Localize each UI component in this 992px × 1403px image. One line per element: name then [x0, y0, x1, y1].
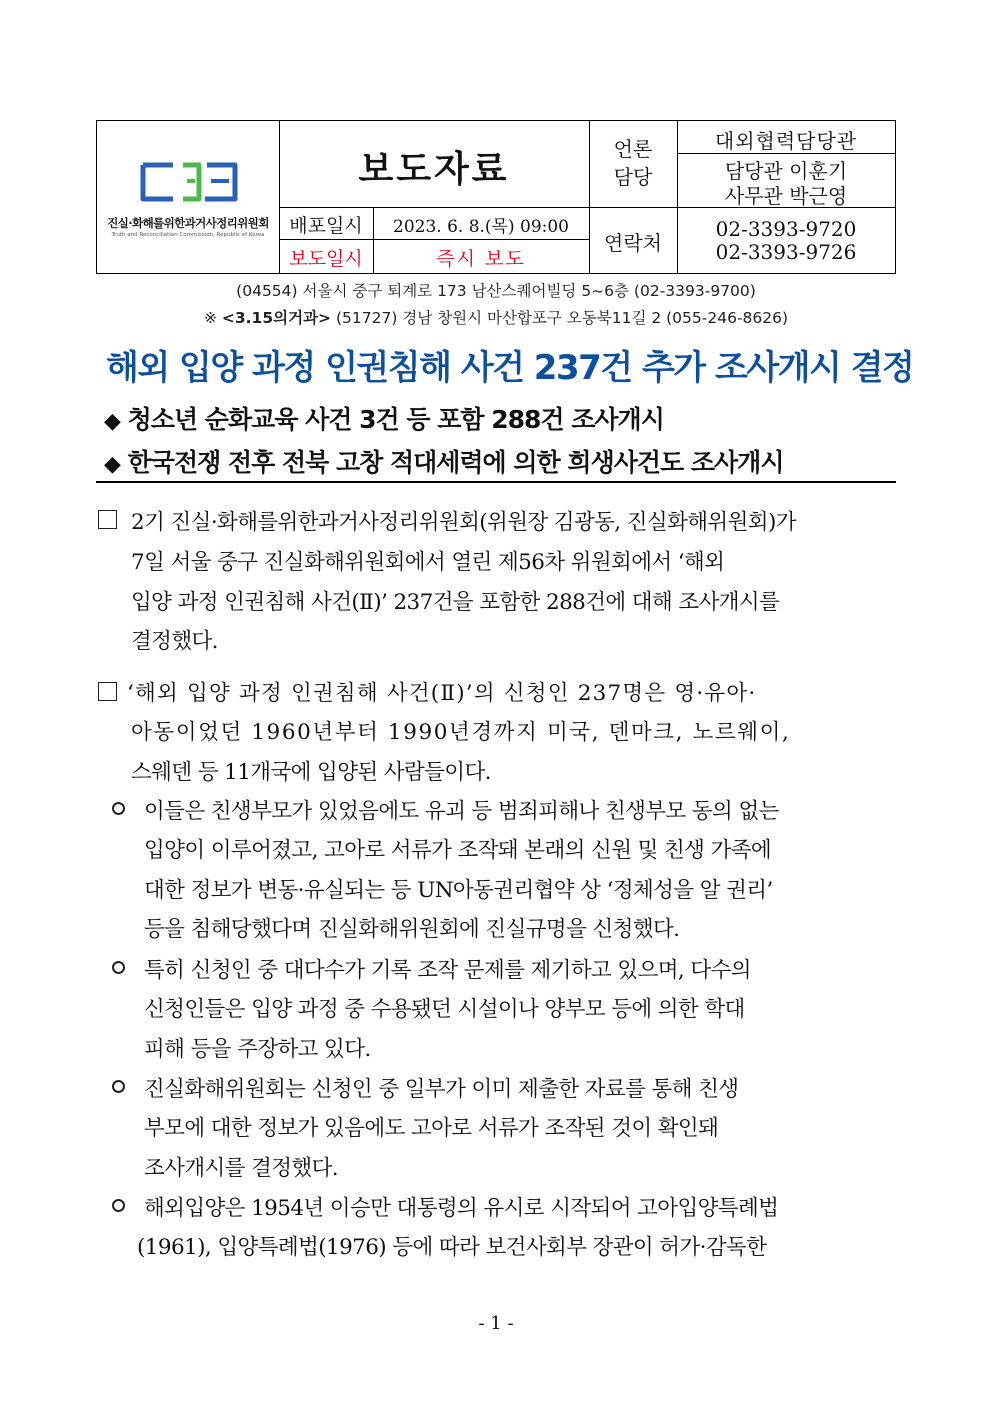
- release-value: 즉시 보도: [436, 248, 526, 270]
- subhead-divider: [96, 481, 896, 483]
- paragraph-3-line-1: 이들은 친생부모가 있었음에도 유괴 등 범죄피해나 친생부모 동의 없는: [144, 799, 779, 824]
- paragraph-1-line-3: 입양 과정 인권침해 사건(Ⅱ)’ 237건을 포함한 288건에 대해 조사개시를: [131, 590, 780, 615]
- paragraph-6-line-2: (1961), 입양특례법(1976) 등에 따라 보건사회부 장관이 허가·감독한: [137, 1235, 767, 1260]
- branch-name: <3.15의거과>: [221, 309, 332, 327]
- paragraph-4-line-3: 피해 등을 주장하고 있다.: [144, 1037, 371, 1062]
- phone-1: 02-3393-9720: [715, 217, 857, 241]
- circle-bullet-icon: [112, 1078, 125, 1097]
- diamond-bullet-icon: ◆: [104, 452, 120, 477]
- paragraph-5-line-2: 부모에 대한 정보가 있음에도 고아로 서류가 조작된 것이 확인돼: [144, 1116, 719, 1141]
- org-logo-icon: [137, 159, 241, 205]
- paragraph-4-line-1: 특히 신청인 중 대다수가 기록 조작 문제를 제기하고 있으며, 다수의: [144, 958, 751, 983]
- address-line-1: (04554) 서울시 중구 퇴계로 173 남산스퀘어빌딩 5~6층 (02-3393-9700): [236, 282, 756, 300]
- page-number: - 1 -: [478, 1313, 514, 1334]
- distribution-label: 배포일시: [289, 215, 363, 237]
- paragraph-5-line-1: 진실화해위원회는 신청인 중 일부가 이미 제출한 자료를 통해 친생: [144, 1077, 739, 1102]
- paragraph-3-line-3: 대한 정보가 변동·유실되는 등 UN아동권리협약 상 ‘정체성을 알 권리’: [144, 878, 773, 903]
- doc-title: 보도자료: [358, 148, 510, 190]
- phone-2: 02-3393-9726: [715, 240, 857, 264]
- subhead-2: ◆ 한국전쟁 전후 전북 고창 적대세력에 의한 희생사건도 조사개시: [104, 448, 784, 477]
- org-name-en: Truth and Reconciliation Commission, Republic of Korea: [111, 232, 265, 238]
- paragraph-5-line-3: 조사개시를 결정했다.: [144, 1156, 338, 1181]
- circle-bullet-icon: [112, 800, 125, 819]
- org-name: 진실·화해를위한과거사정리위원회: [107, 216, 269, 230]
- paragraph-4-line-2: 신청인들은 입양 과정 중 수용됐던 시설이나 양부모 등에 의한 학대: [144, 997, 745, 1022]
- checkbox-marker-icon: [98, 510, 117, 533]
- paragraph-1-line-2: 7일 서울 중구 진실화해위원회에서 열린 제56차 위원회에서 ‘해외: [131, 550, 725, 575]
- diamond-bullet-icon: ◆: [104, 409, 120, 434]
- officer-1: 담당관 이훈기: [724, 159, 848, 183]
- distribution-value: 2023. 6. 8.(목) 09:00: [393, 217, 569, 237]
- paragraph-3-line-4: 등을 침해당했다며 진실화해위원회에 진실규명을 신청했다.: [144, 917, 680, 942]
- circle-bullet-icon: [112, 959, 125, 978]
- address-line-2: ※ <3.15의거과> (51727) 경남 창원시 마산합포구 오동북11길 2 (055-246-8626): [203, 309, 789, 327]
- department: 대외협력담당관: [714, 129, 858, 153]
- checkbox-marker-icon: [98, 682, 117, 705]
- contact-label: 연락처: [604, 231, 662, 255]
- officer-2: 사무관 박근영: [724, 184, 848, 208]
- subhead-1: ◆ 청소년 순화교육 사건 3건 등 포함 288건 조사개시: [104, 405, 664, 434]
- circle-bullet-icon: [112, 1197, 125, 1216]
- media-contact-label: 언론 담당: [613, 137, 653, 189]
- paragraph-2-line-2: 아동이었던 1960년부터 1990년경까지 미국, 덴마크, 노르웨이,: [131, 720, 791, 745]
- paragraph-2-line-3: 스웨덴 등 11개국에 입양된 사람들이다.: [131, 760, 491, 785]
- paragraph-6-line-1: 해외입양은 1954년 이승만 대통령의 유시로 시작되어 고아입양특례법: [144, 1196, 779, 1221]
- org-logo-cell: [97, 121, 279, 273]
- release-label: 보도일시: [289, 248, 363, 270]
- paragraph-1-line-1: 2기 진실·화해를위한과거사정리위원회(위원장 김광동, 진실화해위원회)가: [131, 510, 796, 535]
- paragraph-3-line-2: 입양이 이루어졌고, 고아로 서류가 조작돼 본래의 신원 및 친생 가족에: [144, 838, 772, 863]
- paragraph-2-line-1: ‘해외 입양 과정 인권침해 사건(Ⅱ)’의 신청인 237명은 영·유아·: [127, 681, 757, 706]
- headline: 해외 입양 과정 인권침해 사건 237건 추가 조사개시 결정: [106, 348, 914, 388]
- paragraph-1-line-4: 결정했다.: [131, 629, 218, 654]
- header-table: [96, 120, 896, 274]
